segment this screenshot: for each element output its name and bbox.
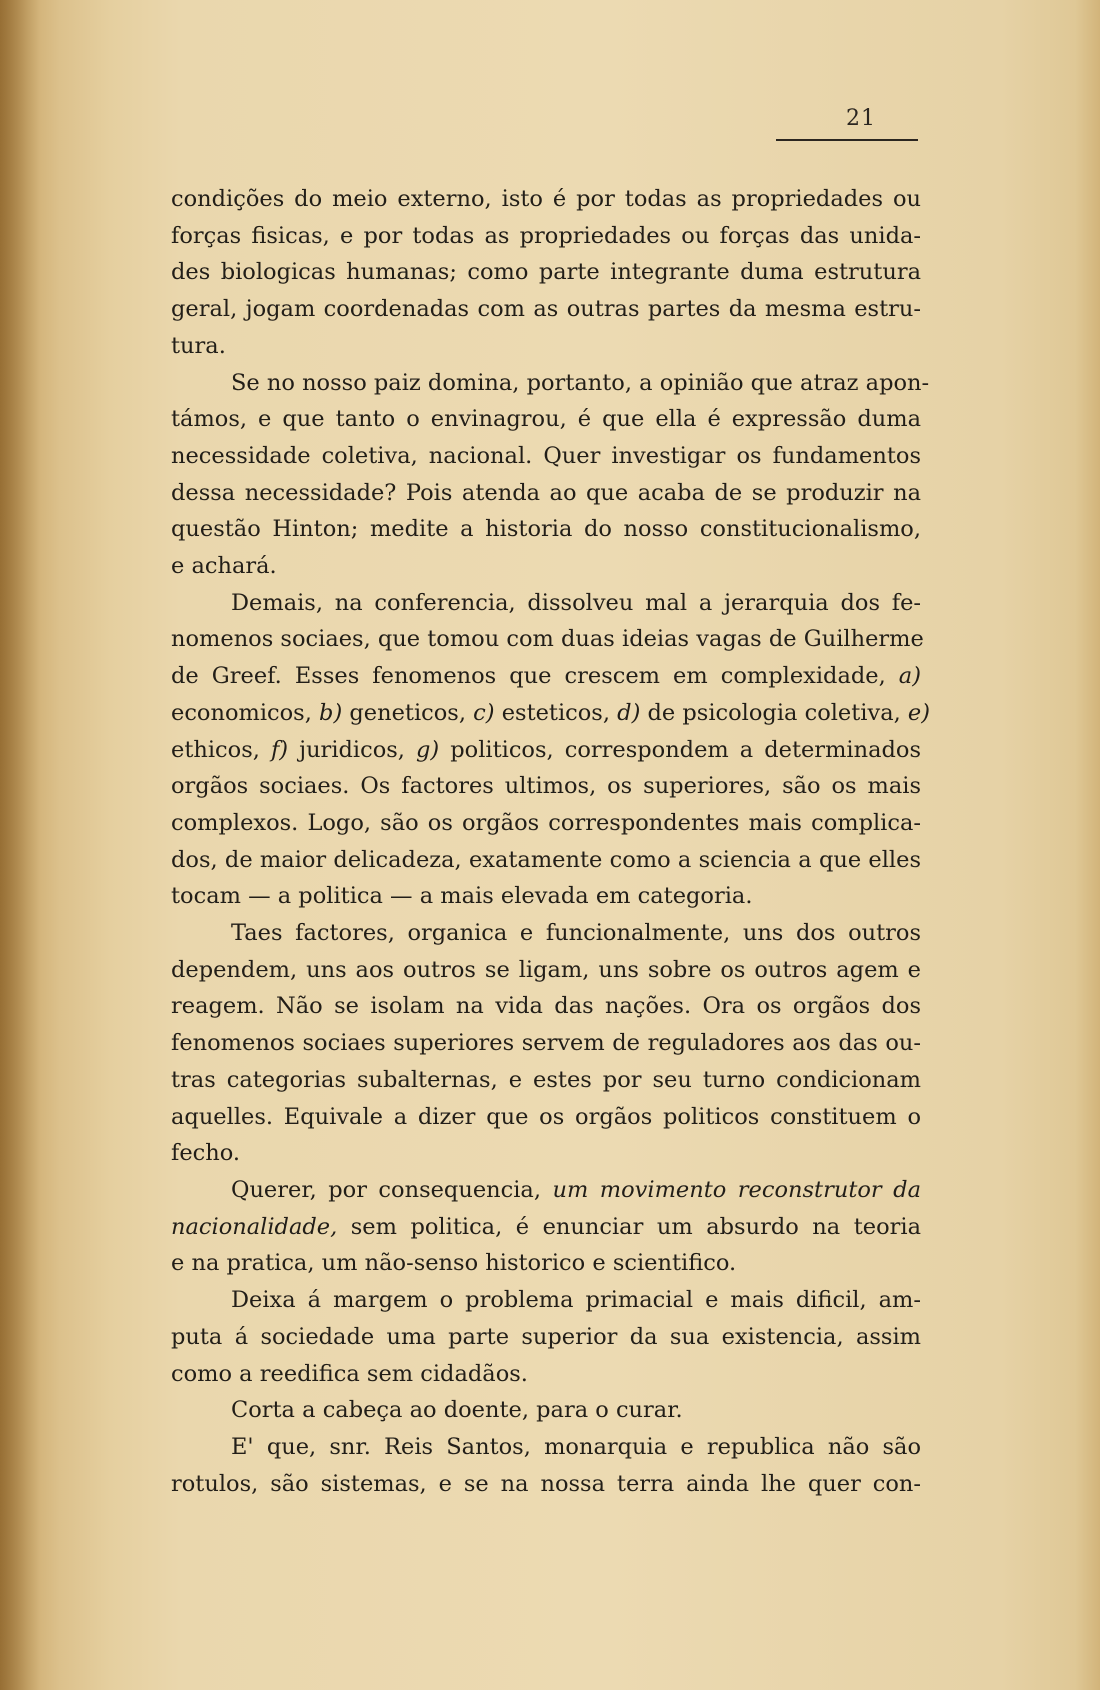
enum-marker: b) bbox=[319, 699, 343, 726]
text-line: geral, jogam coordenadas com as outras partes da mesma estru- bbox=[171, 296, 921, 323]
text-line bbox=[171, 1172, 921, 1209]
text-line: E' que, snr. Reis Santos, monarquia e republica não são bbox=[231, 1433, 921, 1460]
enum-marker: a) bbox=[898, 663, 921, 690]
text-line: tocam — a politica — a mais elevada em categoria. bbox=[171, 883, 753, 910]
text-line: Deixa á margem o problema primacial e mais dificil, am- bbox=[231, 1287, 921, 1314]
enum-marker: d) bbox=[617, 699, 641, 726]
text-line: reagem. Não se isolam na vida das nações. Ora os orgãos dos bbox=[171, 993, 921, 1020]
text-line: fenomenos sociaes superiores servem de reguladores aos das ou- bbox=[171, 1030, 921, 1057]
text-line: questão Hinton; medite a historia do nosso constitucionalismo, bbox=[171, 516, 921, 543]
text-line: necessidade coletiva, nacional. Quer investigar os fundamentos bbox=[171, 442, 921, 469]
text-line: Taes factores, organica e funcionalmente, uns dos outros bbox=[231, 920, 921, 947]
italic-phrase: um movimento reconstrutor da bbox=[552, 1176, 921, 1203]
body-text bbox=[171, 181, 931, 1502]
text-line: dependem, uns aos outros se ligam, uns sobre os outros agem e bbox=[171, 956, 921, 983]
text-line: como a reedifica sem cidadãos. bbox=[171, 1360, 528, 1387]
page-gutter-shadow bbox=[0, 0, 40, 1690]
text-line: e na pratica, um não-senso historico e scientifico. bbox=[171, 1250, 737, 1277]
text-fragment: ethicos, bbox=[171, 736, 260, 763]
text-line: puta á sociedade uma parte superior da sua existencia, assim bbox=[171, 1323, 921, 1350]
page-number: 21 bbox=[846, 106, 876, 131]
text-fragment: geneticos, bbox=[349, 699, 466, 726]
text-fragment: esteticos, bbox=[501, 699, 611, 726]
text-line bbox=[171, 732, 921, 769]
text-line bbox=[171, 658, 921, 695]
header-rule bbox=[776, 139, 918, 141]
text-fragment: Querer, por consequencia, bbox=[231, 1176, 541, 1203]
text-line: tura. bbox=[171, 332, 226, 359]
text-fragment: de psicologia coletiva, bbox=[647, 699, 901, 726]
text-line: complexos. Logo, são os orgãos correspondentes mais complica- bbox=[171, 809, 921, 836]
text-line: tras categorias subalternas, e estes por seu turno condicionam bbox=[171, 1066, 921, 1093]
text-line: Corta a cabeça ao doente, para o curar. bbox=[231, 1397, 683, 1424]
text-line: dessa necessidade? Pois atenda ao que acaba de se produzir na bbox=[171, 479, 921, 506]
text-line: e achará. bbox=[171, 553, 277, 580]
text-fragment: juridicos, bbox=[299, 736, 405, 763]
text-line: des biologicas humanas; como parte integrante duma estrutura bbox=[171, 259, 921, 286]
text-line: dos, de maior delicadeza, exatamente como a sciencia a que elles bbox=[171, 846, 921, 873]
text-line: condições do meio externo, isto é por todas as propriedades ou bbox=[171, 186, 921, 212]
text-line bbox=[171, 695, 931, 732]
text-fragment: de Greef. Esses fenomenos que crescem em complexidade, bbox=[171, 663, 886, 690]
text-line: rotulos, são sistemas, e se na nossa terra ainda lhe quer con- bbox=[171, 1470, 921, 1497]
enum-marker: c) bbox=[473, 699, 495, 726]
text-line: támos, e que tanto o envinagrou, é que ella é expressão duma bbox=[171, 406, 921, 433]
text-fragment: politicos, correspondem a determinados bbox=[450, 736, 921, 763]
text-line bbox=[171, 1209, 921, 1246]
enum-marker: f) bbox=[270, 736, 289, 763]
text-line: fecho. bbox=[171, 1140, 241, 1167]
text-fragment: sem politica, é enunciar um absurdo na teoria bbox=[350, 1213, 921, 1240]
text-line: Demais, na conferencia, dissolveu mal a jerarquia dos fe- bbox=[231, 589, 921, 616]
text-line: nomenos sociaes, que tomou com duas ideias vagas de Guilherme bbox=[171, 626, 924, 653]
text-line: Se no nosso paiz domina, portanto, a opinião que atraz apon- bbox=[231, 369, 930, 396]
italic-phrase: nacionalidade, bbox=[171, 1213, 338, 1240]
enum-marker: e) bbox=[907, 699, 931, 726]
text-line: aquelles. Equivale a dizer que os orgãos politicos constituem o bbox=[171, 1103, 921, 1130]
text-line: forças fisicas, e por todas as propriedades ou forças das unida- bbox=[171, 222, 921, 249]
enum-marker: g) bbox=[416, 736, 440, 763]
text-fragment: economicos, bbox=[171, 699, 312, 726]
text-line: orgãos sociaes. Os factores ultimos, os superiores, são os mais bbox=[171, 773, 921, 800]
